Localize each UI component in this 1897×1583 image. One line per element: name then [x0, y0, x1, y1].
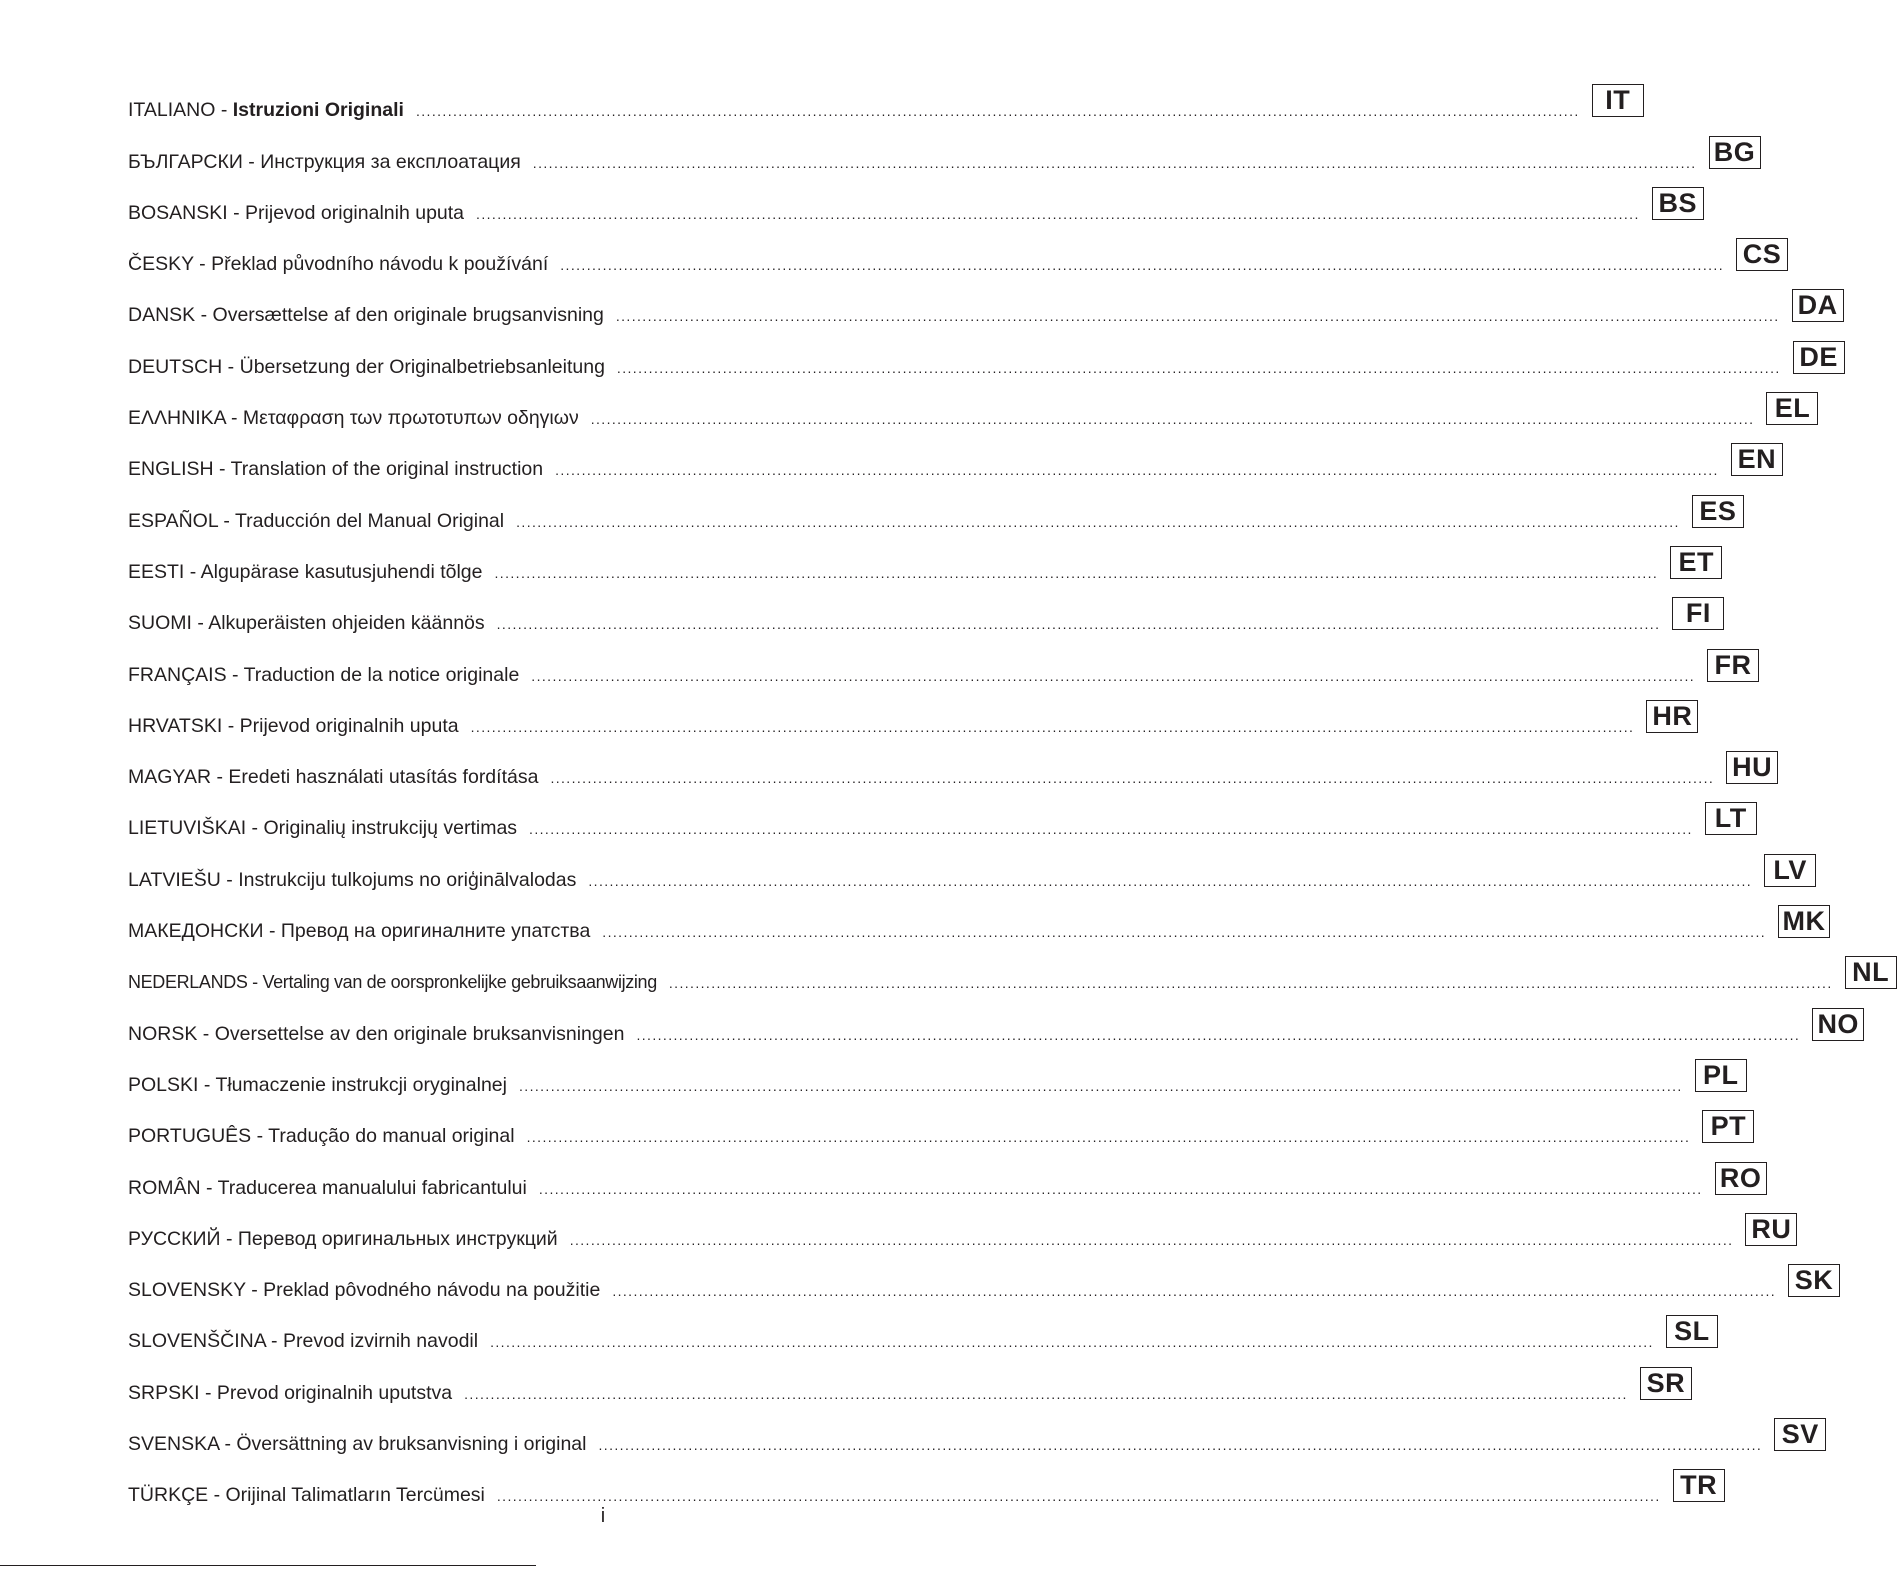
- dot-leader: ............................................................................................................................................................................................................................: [415, 103, 1580, 120]
- language-name: NEDERLANDS: [128, 972, 248, 993]
- toc-entry-text: [128, 252, 560, 279]
- toc-entry-text: [128, 1432, 599, 1459]
- document-title: Инструкция за експлоатация: [260, 150, 521, 173]
- language-code-box: HU: [1726, 751, 1778, 784]
- document-title: Tradução do manual original: [268, 1125, 515, 1148]
- dot-leader: ............................................................................................................................................................................................................................: [494, 564, 1659, 581]
- language-name: TÜRKÇE: [128, 1484, 209, 1507]
- language-code-box: SR: [1640, 1367, 1692, 1400]
- language-name: SLOVENSKY: [128, 1279, 246, 1302]
- language-code-box: LV: [1764, 854, 1816, 887]
- language-name: ROMÂN: [128, 1176, 201, 1199]
- language-code-box: PT: [1702, 1110, 1754, 1143]
- separator: -: [184, 560, 201, 583]
- language-code-box: EN: [1731, 443, 1783, 476]
- dot-leader: ............................................................................................................................................................................................................................: [526, 1129, 1691, 1146]
- separator: -: [220, 868, 239, 891]
- toc-entry-text: [128, 406, 591, 433]
- toc-entry-nl[interactable]: [128, 946, 1890, 997]
- dot-leader: ............................................................................................................................................................................................................................: [636, 1026, 1801, 1043]
- separator: -: [199, 1381, 217, 1404]
- document-title: Překlad původního návodu k používání: [211, 253, 549, 276]
- separator: -: [220, 1227, 238, 1250]
- language-name: EESTI: [128, 560, 185, 583]
- toc-entry-text: [128, 150, 533, 177]
- separator: -: [195, 304, 213, 327]
- language-code-box: DA: [1792, 289, 1844, 322]
- dot-leader: ............................................................................................................................................................................................................................: [518, 1077, 1683, 1094]
- separator: -: [191, 612, 209, 635]
- language-name: FRANÇAIS: [128, 663, 227, 686]
- toc-entry-bs[interactable]: [128, 177, 1698, 228]
- language-code-box: FI: [1672, 597, 1724, 630]
- dot-leader: ............................................................................................................................................................................................................................: [560, 257, 1724, 274]
- toc-entry-sl[interactable]: [128, 1305, 1710, 1356]
- toc-entry-text: [128, 765, 550, 792]
- separator: -: [198, 1073, 216, 1096]
- document-title: Oversættelse af den originale brugsanvisning: [212, 304, 604, 327]
- language-index: [128, 74, 1890, 1510]
- toc-entry-mk[interactable]: [128, 895, 1826, 946]
- document-title: Oversettelse av den originale bruksanvisningen: [214, 1022, 625, 1045]
- dot-leader: ............................................................................................................................................................................................................................: [668, 975, 1833, 992]
- language-name: PORTUGUÊS: [128, 1125, 252, 1148]
- separator: -: [265, 1330, 283, 1353]
- language-name: ENGLISH: [128, 458, 214, 481]
- dot-leader: ............................................................................................................................................................................................................................: [531, 667, 1696, 684]
- toc-entry-text: [128, 1124, 527, 1151]
- language-code-box: ES: [1692, 495, 1744, 528]
- document-title: Översättning av bruksanvisning i original: [236, 1433, 587, 1456]
- toc-entry-de[interactable]: [128, 330, 1838, 381]
- document-title: Eredeti használati utasítás fordítása: [228, 766, 539, 789]
- language-code-box: ET: [1670, 546, 1722, 579]
- separator: -: [197, 1022, 215, 1045]
- document-title: Prijevod originalnih uputa: [245, 201, 465, 224]
- language-code-box: LT: [1705, 802, 1757, 835]
- toc-entry-pl[interactable]: [128, 1049, 1739, 1100]
- separator: -: [247, 972, 263, 993]
- language-code-box: NO: [1812, 1008, 1864, 1041]
- separator: -: [219, 1433, 237, 1456]
- dot-leader: ............................................................................................................................................................................................................................: [569, 1231, 1734, 1248]
- separator: -: [213, 458, 231, 481]
- dot-leader: ............................................................................................................................................................................................................................: [496, 1488, 1661, 1505]
- language-code-box: DE: [1793, 341, 1845, 374]
- dot-leader: ............................................................................................................................................................................................................................: [516, 513, 1680, 530]
- language-name: МАКЕДОНСКИ: [128, 920, 264, 943]
- separator: -: [245, 1279, 264, 1302]
- separator: -: [246, 817, 264, 840]
- toc-entry-text: [128, 457, 555, 484]
- dot-leader: ............................................................................................................................................................................................................................: [616, 359, 1781, 376]
- toc-entry-text: [128, 663, 531, 690]
- language-name: SLOVENŠČINA: [128, 1330, 266, 1353]
- toc-entry-cs[interactable]: [128, 228, 1782, 279]
- document-title: Tłumaczenie instrukcji oryginalnej: [215, 1073, 507, 1096]
- toc-entry-ro[interactable]: [128, 1151, 1762, 1202]
- document-title: Algupärase kasutusjuhendi tõlge: [200, 560, 483, 583]
- separator: -: [227, 201, 246, 224]
- document-title: Originalių instrukcijų vertimas: [263, 817, 518, 840]
- language-name: ČESKY: [128, 253, 194, 276]
- toc-entry-text: [128, 355, 617, 382]
- language-code-box: SK: [1788, 1264, 1840, 1297]
- toc-entry-text: [128, 509, 516, 536]
- toc-entry-da[interactable]: [128, 279, 1838, 330]
- document-title: Prevod izvirnih navodil: [282, 1330, 479, 1353]
- toc-entry-text: [128, 1073, 519, 1100]
- dot-leader: ............................................................................................................................................................................................................................: [529, 821, 1693, 838]
- document-title: Prijevod originalnih uputa: [239, 714, 459, 737]
- dot-leader: ............................................................................................................................................................................................................................: [555, 462, 1719, 479]
- dot-leader: ............................................................................................................................................................................................................................: [476, 205, 1640, 222]
- language-code-box: EL: [1766, 392, 1818, 425]
- dot-leader: ............................................................................................................................................................................................................................: [464, 1385, 1628, 1402]
- dot-leader: ............................................................................................................................................................................................................................: [532, 154, 1697, 171]
- toc-entry-es[interactable]: [128, 484, 1737, 535]
- toc-entry-text: [128, 201, 476, 228]
- document-title: Vertaling van de oorspronkelijke gebruiksaanwijzing: [262, 972, 657, 993]
- separator: -: [263, 920, 281, 943]
- language-code-box: FR: [1707, 649, 1759, 682]
- document-title: Traduction de la notice originale: [243, 663, 520, 686]
- language-code-box: MK: [1778, 905, 1830, 938]
- toc-entry-sk[interactable]: [128, 1254, 1834, 1305]
- separator: -: [226, 663, 244, 686]
- toc-entry-text: [128, 1381, 464, 1408]
- toc-entry-el[interactable]: [128, 382, 1811, 433]
- toc-entry-text: [128, 1483, 497, 1510]
- toc-entry-bg[interactable]: [128, 125, 1756, 176]
- language-code-box: RU: [1745, 1213, 1797, 1246]
- toc-entry-lt[interactable]: [128, 792, 1747, 843]
- document-title: Traducción del Manual Original: [234, 509, 505, 532]
- toc-entry-en[interactable]: [128, 433, 1777, 484]
- toc-entry-text: [128, 714, 471, 741]
- toc-entry-text: [128, 970, 669, 997]
- document-title: Prevod originalnih uputstva: [216, 1381, 453, 1404]
- language-code-box: IT: [1592, 84, 1644, 117]
- document-title: Preklad pôvodného návodu na použitie: [263, 1279, 601, 1302]
- document-title: Μεταφραση των πρωτοτυπων οδηγιων: [242, 407, 579, 430]
- dot-leader: ............................................................................................................................................................................................................................: [598, 1437, 1763, 1454]
- language-name: SRPSKI: [128, 1381, 200, 1404]
- language-code-box: RO: [1715, 1162, 1767, 1195]
- document-title: Translation of the original instruction: [230, 458, 544, 481]
- language-code-box: BG: [1709, 136, 1761, 169]
- toc-entry-text: [128, 1278, 612, 1305]
- toc-entry-tr[interactable]: [128, 1459, 1718, 1510]
- dot-leader: ............................................................................................................................................................................................................................: [588, 872, 1753, 889]
- document-title: Übersetzung der Originalbetriebsanleitung: [239, 355, 605, 378]
- language-name: ITALIANO: [128, 99, 216, 122]
- toc-entry-text: [128, 919, 602, 946]
- toc-entry-it[interactable]: [128, 74, 1631, 125]
- language-name: РУССКИЙ: [128, 1227, 221, 1250]
- language-code-box: TR: [1673, 1469, 1725, 1502]
- bottom-rule: [0, 1565, 536, 1566]
- language-code-box: HR: [1646, 700, 1698, 733]
- toc-entry-text: [128, 611, 497, 638]
- toc-entry-text: [128, 1176, 539, 1203]
- separator: -: [217, 509, 235, 532]
- document-title: Превод на оригиналните упатства: [280, 920, 591, 943]
- language-name: MAGYAR: [128, 766, 212, 789]
- language-code-box: PL: [1695, 1059, 1747, 1092]
- toc-entry-text: [128, 303, 616, 330]
- document-title: Перевод оригинальных инструкций: [237, 1227, 558, 1250]
- toc-entry-text: [128, 98, 416, 125]
- toc-entry-hr[interactable]: [128, 690, 1693, 741]
- separator: -: [208, 1484, 226, 1507]
- language-name: БЪЛГАРСКИ: [128, 150, 243, 173]
- dot-leader: ............................................................................................................................................................................................................................: [612, 1283, 1777, 1300]
- toc-entry-pt[interactable]: [128, 1100, 1747, 1151]
- dot-leader: ............................................................................................................................................................................................................................: [490, 1334, 1654, 1351]
- toc-entry-hu[interactable]: [128, 741, 1773, 792]
- language-name: DEUTSCH: [128, 355, 223, 378]
- toc-entry-text: [128, 1022, 636, 1049]
- dot-leader: ............................................................................................................................................................................................................................: [602, 924, 1767, 941]
- document-title: Instrukciju tulkojums no oriģinālvalodas: [238, 868, 577, 891]
- language-name: LIETUVIŠKAI: [128, 817, 247, 840]
- separator: -: [225, 407, 243, 430]
- dot-leader: ............................................................................................................................................................................................................................: [470, 718, 1635, 735]
- document-title: Traducerea manualului fabricantului: [217, 1176, 527, 1199]
- language-name: DANSK: [128, 304, 196, 327]
- separator: -: [242, 150, 261, 173]
- toc-entry-ru[interactable]: [128, 1203, 1792, 1254]
- language-name: ESPAÑOL: [128, 509, 218, 532]
- toc-entry-lv[interactable]: [128, 843, 1807, 894]
- toc-entry-sr[interactable]: [128, 1356, 1686, 1407]
- separator: -: [193, 253, 212, 276]
- language-name: ΕΛΛΗΝΙΚΑ: [128, 407, 226, 430]
- separator: -: [222, 714, 240, 737]
- document-title: Alkuperäisten ohjeiden käännös: [208, 612, 485, 635]
- toc-entry-fr[interactable]: [128, 638, 1752, 689]
- document-title: Orijinal Talimatların Tercümesi: [225, 1484, 485, 1507]
- toc-entry-text: [128, 1329, 490, 1356]
- separator: -: [251, 1125, 269, 1148]
- dot-leader: ............................................................................................................................................................................................................................: [538, 1180, 1703, 1197]
- language-name: BOSANSKI: [128, 201, 228, 224]
- page-number: i: [600, 1505, 606, 1527]
- separator: -: [200, 1176, 218, 1199]
- document-title: Istruzioni Originali: [232, 99, 404, 122]
- toc-entry-et[interactable]: [128, 536, 1714, 587]
- toc-entry-no[interactable]: [128, 997, 1859, 1048]
- separator: -: [222, 355, 240, 378]
- dot-leader: ............................................................................................................................................................................................................................: [615, 308, 1780, 325]
- language-name: POLSKI: [128, 1073, 199, 1096]
- language-code-box: NL: [1845, 956, 1897, 989]
- dot-leader: ............................................................................................................................................................................................................................: [550, 770, 1715, 787]
- dot-leader: ............................................................................................................................................................................................................................: [590, 411, 1755, 428]
- language-name: HRVATSKI: [128, 714, 223, 737]
- toc-entry-fi[interactable]: [128, 587, 1711, 638]
- toc-entry-text: [128, 816, 529, 843]
- toc-entry-text: [128, 1227, 570, 1254]
- language-code-box: BS: [1652, 187, 1704, 220]
- language-code-box: SL: [1666, 1315, 1718, 1348]
- toc-entry-text: [128, 868, 588, 895]
- language-name: SVENSKA: [128, 1433, 220, 1456]
- language-name: SUOMI: [128, 612, 192, 635]
- language-name: LATVIEŠU: [128, 868, 221, 891]
- language-code-box: SV: [1774, 1418, 1826, 1451]
- toc-entry-sv[interactable]: [128, 1408, 1819, 1459]
- toc-entry-text: [128, 560, 495, 587]
- separator: -: [215, 99, 233, 122]
- language-code-box: CS: [1736, 238, 1788, 271]
- language-name: NORSK: [128, 1022, 198, 1045]
- separator: -: [211, 766, 229, 789]
- dot-leader: ............................................................................................................................................................................................................................: [496, 616, 1661, 633]
